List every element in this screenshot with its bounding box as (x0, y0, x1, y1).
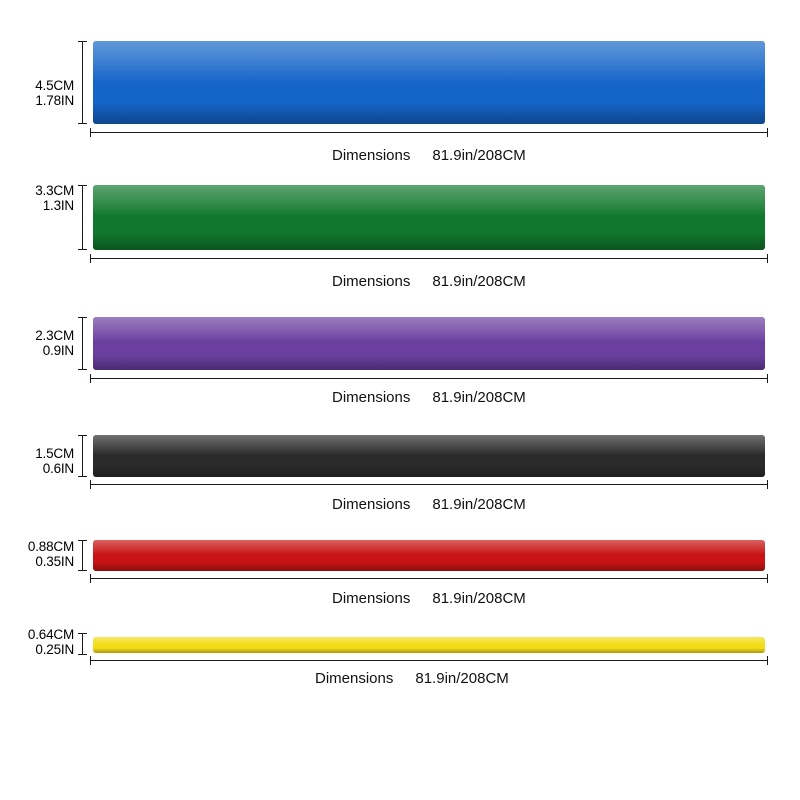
green-band-width-in: 1.3IN (42, 198, 74, 213)
red-band-length-caliper (90, 574, 768, 583)
yellow-band-height-caliper (78, 633, 87, 655)
purple-band (93, 317, 765, 370)
red-band-length-caption (332, 590, 526, 607)
purple-band-length-caption (332, 389, 526, 406)
yellow-band-width-in: 0.25IN (35, 642, 74, 657)
red-band-height-caliper (78, 540, 87, 571)
black-band-width-cm: 1.5CM (35, 446, 74, 461)
black-band-width-label (10, 446, 74, 476)
band-row-black (0, 408, 800, 514)
black-band-length-label: Dimensions (332, 496, 411, 513)
band-row-purple (0, 300, 800, 408)
blue-band-length-label: Dimensions (332, 147, 411, 164)
purple-band-length-label: Dimensions (332, 389, 411, 406)
purple-band-height-caliper (78, 317, 87, 370)
green-band-length-caliper (90, 254, 768, 263)
yellow-band-length-caption (315, 670, 509, 687)
yellow-band (93, 637, 765, 653)
black-band-length-caliper (90, 480, 768, 489)
black-band-height-caliper (78, 435, 87, 477)
black-band-length-caption (332, 496, 526, 513)
red-band-length-label: Dimensions (332, 590, 411, 607)
blue-band-length-value: 81.9in/208CM (432, 147, 526, 164)
green-band (93, 185, 765, 250)
band-row-yellow (0, 613, 800, 713)
red-band-length-value: 81.9in/208CM (432, 590, 526, 607)
blue-band-width-in: 1.78IN (35, 93, 74, 108)
red-band-width-cm: 0.88CM (27, 539, 74, 554)
yellow-band-length-value: 81.9in/208CM (415, 670, 509, 687)
blue-band-length-caliper (90, 128, 768, 137)
green-band-length-value: 81.9in/208CM (432, 273, 526, 290)
blue-band-width-cm: 4.5CM (35, 78, 74, 93)
green-band-width-label (10, 183, 74, 213)
yellow-band-width-cm: 0.64CM (27, 627, 74, 642)
blue-band-length-caption (332, 147, 526, 164)
band-row-green (0, 170, 800, 300)
band-row-red (0, 514, 800, 613)
blue-band-width-label (10, 78, 74, 108)
purple-band-width-in: 0.9IN (42, 343, 74, 358)
red-band (93, 540, 765, 571)
purple-band-length-value: 81.9in/208CM (432, 389, 526, 406)
blue-band (93, 41, 765, 124)
yellow-band-width-label (2, 627, 74, 657)
yellow-band-length-caliper (90, 656, 768, 665)
green-band-height-caliper (78, 185, 87, 250)
yellow-band-length-label: Dimensions (315, 670, 394, 687)
blue-band-height-caliper (78, 41, 87, 124)
purple-band-width-label (10, 328, 74, 358)
band-row-blue (0, 0, 800, 170)
green-band-length-caption (332, 273, 526, 290)
purple-band-length-caliper (90, 374, 768, 383)
green-band-width-cm: 3.3CM (35, 183, 74, 198)
black-band (93, 435, 765, 477)
green-band-length-label: Dimensions (332, 273, 411, 290)
red-band-width-in: 0.35IN (35, 554, 74, 569)
black-band-length-value: 81.9in/208CM (432, 496, 526, 513)
red-band-width-label (2, 539, 74, 569)
purple-band-width-cm: 2.3CM (35, 328, 74, 343)
black-band-width-in: 0.6IN (42, 461, 74, 476)
